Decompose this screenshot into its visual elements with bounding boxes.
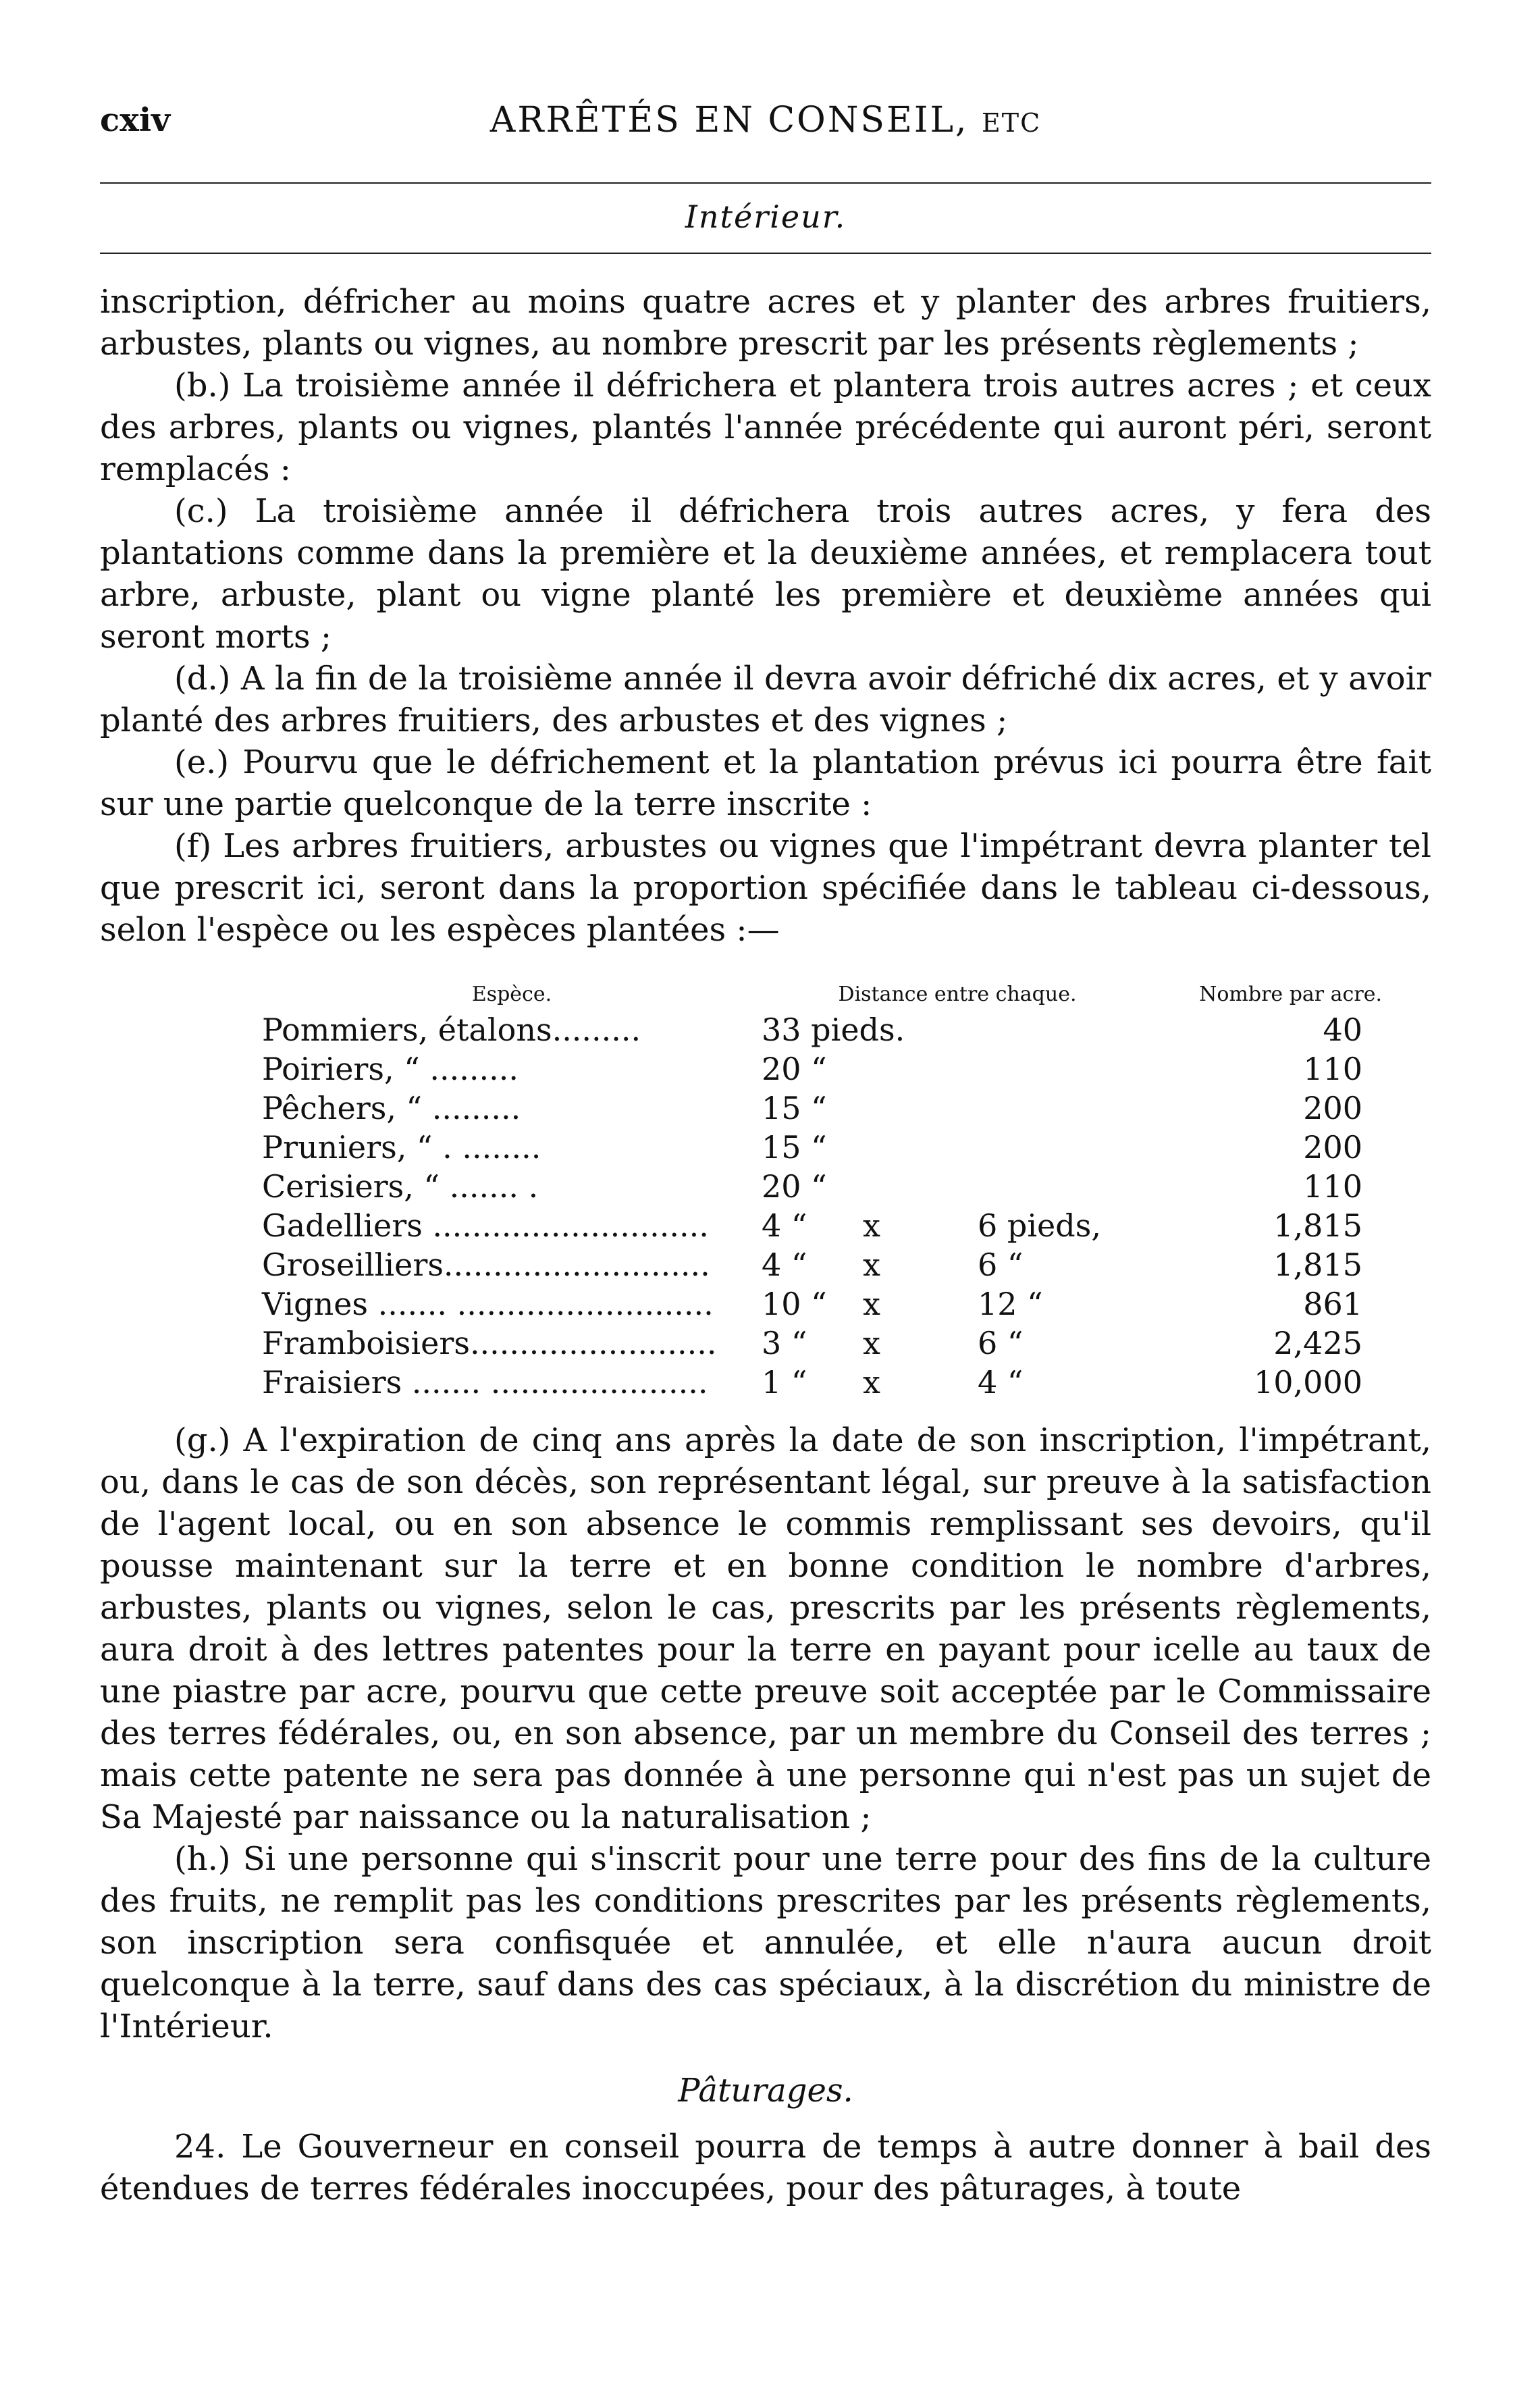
article-24-text: 24. Le Gouverneur en conseil pourra de temps à autre donner à bail des étendues de terres fédérales inoccupées, pour des pâturages, à toute [100, 2128, 1431, 2207]
distance-cell: 15 “ [762, 1090, 827, 1126]
distance-cell: 1 “ [762, 1364, 807, 1401]
table-row [262, 1049, 1383, 1089]
cross-cell: x [863, 1247, 880, 1283]
paragraph-c: (c.) La troisième année il défrichera trois autres acres, y fera des plantations comme dans la première et la deuxième années, et remplacera tout arbre, arbuste, plant ou vigne planté les première et deuxième années qui seront morts ; [100, 492, 1431, 656]
running-title-etc: ETC [982, 108, 1042, 138]
table-row [262, 1167, 1383, 1206]
number-cell: 1,815 [1273, 1247, 1362, 1283]
number-cell: 200 [1303, 1090, 1362, 1126]
size-cell: 6 “ [978, 1247, 1024, 1283]
size-cell: 6 “ [978, 1325, 1024, 1361]
species-cell: Pruniers, “ . ........ [262, 1129, 541, 1166]
species-cell: Fraisiers ....... ...................... [262, 1364, 708, 1401]
table-row [262, 1206, 1383, 1245]
running-title [100, 100, 1431, 140]
cross-cell: x [863, 1286, 880, 1322]
species-cell: Cerisiers, “ ....... . [262, 1168, 539, 1205]
page-number: cxiv [100, 101, 170, 139]
number-cell: 1,815 [1273, 1207, 1362, 1244]
species-cell: Pêchers, “ ......... [262, 1090, 521, 1126]
section-title: Intérieur. [685, 199, 847, 235]
distance-cell: 4 “ [762, 1207, 807, 1244]
cross-cell: x [863, 1364, 880, 1401]
table-row [262, 1363, 1383, 1402]
species-cell: Gadelliers ............................ [262, 1207, 709, 1244]
table-row [262, 1284, 1383, 1324]
running-title-text: ARRÊTÉS EN CONSEIL, [489, 100, 969, 140]
header-number: Nombre par acre. [1199, 983, 1382, 1006]
table-row [262, 1089, 1383, 1128]
table-row [262, 1324, 1383, 1363]
species-cell: Groseilliers........................... [262, 1247, 710, 1283]
number-cell: 110 [1303, 1168, 1362, 1205]
paragraph-e: (e.) Pourvu que le défrichement et la plantation prévus ici pourra être fait sur une partie quelconque de la terre inscrite : [100, 743, 1431, 823]
distance-cell: 15 “ [762, 1129, 827, 1166]
table-row [262, 1128, 1383, 1167]
article-24 [100, 2126, 1431, 2209]
size-cell: 6 pieds, [978, 1207, 1101, 1244]
subheading-paturages: Pâturages. [678, 2072, 853, 2110]
page [100, 88, 1431, 2209]
number-cell: 2,425 [1273, 1325, 1362, 1361]
paragraph-f: (f) Les arbres fruitiers, arbustes ou vignes que l'impétrant devra planter tel que prescrit ici, seront dans la proportion spécifiée dans le tableau ci-dessous, selon l'espèce ou les espèces plantées :— [100, 827, 1431, 949]
paragraph-b: (b.) La troisième année il défrichera et plantera trois autres acres ; et ceux des arbres, plants ou vignes, plantés l'année précédente qui auront péri, seront remplacés : [100, 367, 1431, 488]
distance-cell: 33 pieds. [762, 1012, 905, 1048]
distance-cell: 20 “ [762, 1168, 827, 1205]
species-cell: Vignes ....... .......................... [262, 1286, 714, 1322]
distance-cell: 20 “ [762, 1051, 827, 1087]
number-cell: 861 [1303, 1286, 1362, 1322]
cross-cell: x [863, 1207, 880, 1244]
body-text [100, 281, 1431, 951]
number-cell: 40 [1323, 1012, 1362, 1048]
size-cell: 12 “ [978, 1286, 1043, 1322]
table-row [262, 1245, 1383, 1284]
header-species: Espèce. [471, 983, 552, 1006]
distance-cell: 10 “ [762, 1286, 827, 1322]
table-row [262, 1010, 1383, 1049]
distance-cell: 3 “ [762, 1325, 807, 1361]
paragraph-d: (d.) A la fin de la troisième année il devra avoir défriché dix acres, et y avoir planté des arbres fruitiers, des arbustes et des vignes ; [100, 660, 1431, 739]
header-rule-top [100, 182, 1431, 184]
planting-table [262, 982, 1383, 1402]
header-distance: Distance entre chaque. [838, 983, 1077, 1006]
header-rule-bottom [100, 253, 1431, 254]
species-cell: Poiriers, “ ......... [262, 1051, 519, 1087]
number-cell: 200 [1303, 1129, 1362, 1166]
table-header-row [262, 982, 1383, 1010]
paragraph-continuation: inscription, défricher au moins quatre acres et y planter des arbres fruitiers, arbustes, plants ou vignes, au nombre prescrit par les présents règlements ; [100, 283, 1431, 363]
species-cell: Framboisiers......................... [262, 1325, 717, 1361]
number-cell: 110 [1303, 1051, 1362, 1087]
paragraph-g: (g.) A l'expiration de cinq ans après la date de son inscription, l'impétrant, ou, dans le cas de son décès, son représentant légal, sur preuve à la satisfaction de l'agent local, ou en son absence le commis remplissant ses devoirs, qu'il pousse maintenant sur la terre et en bonne condition le nombre d'arbres, arbustes, plants ou vignes, selon le cas, prescrits par les présents règlements, aura droit à des lettres patentes pour la terre en payant pour icelle au taux de une piastre par acre, pourvu que cette preuve soit acceptée par le Commissaire des terres fédérales, ou, en son absence, par un membre du Conseil des terres ; mais cette patente ne sera pas donnée à une personne qui n'est pas un sujet de Sa Majesté par naissance ou la naturalisation ; [100, 1421, 1431, 1836]
running-header [100, 88, 1431, 142]
number-cell: 10,000 [1254, 1364, 1362, 1401]
distance-cell: 4 “ [762, 1247, 807, 1283]
paragraph-h: (h.) Si une personne qui s'inscrit pour une terre pour des fins de la culture des fruits, ne remplit pas les conditions prescrites par les présents règlements, son inscription sera confisquée et annulée, et elle n'aura aucun droit quelconque à la terre, sauf dans des cas spéciaux, à la discrétion du ministre de l'Intérieur. [100, 1840, 1431, 2045]
species-cell: Pommiers, étalons......... [262, 1012, 641, 1048]
size-cell: 4 “ [978, 1364, 1024, 1401]
cross-cell: x [863, 1325, 880, 1361]
body-text-after-table [100, 1419, 1431, 2047]
